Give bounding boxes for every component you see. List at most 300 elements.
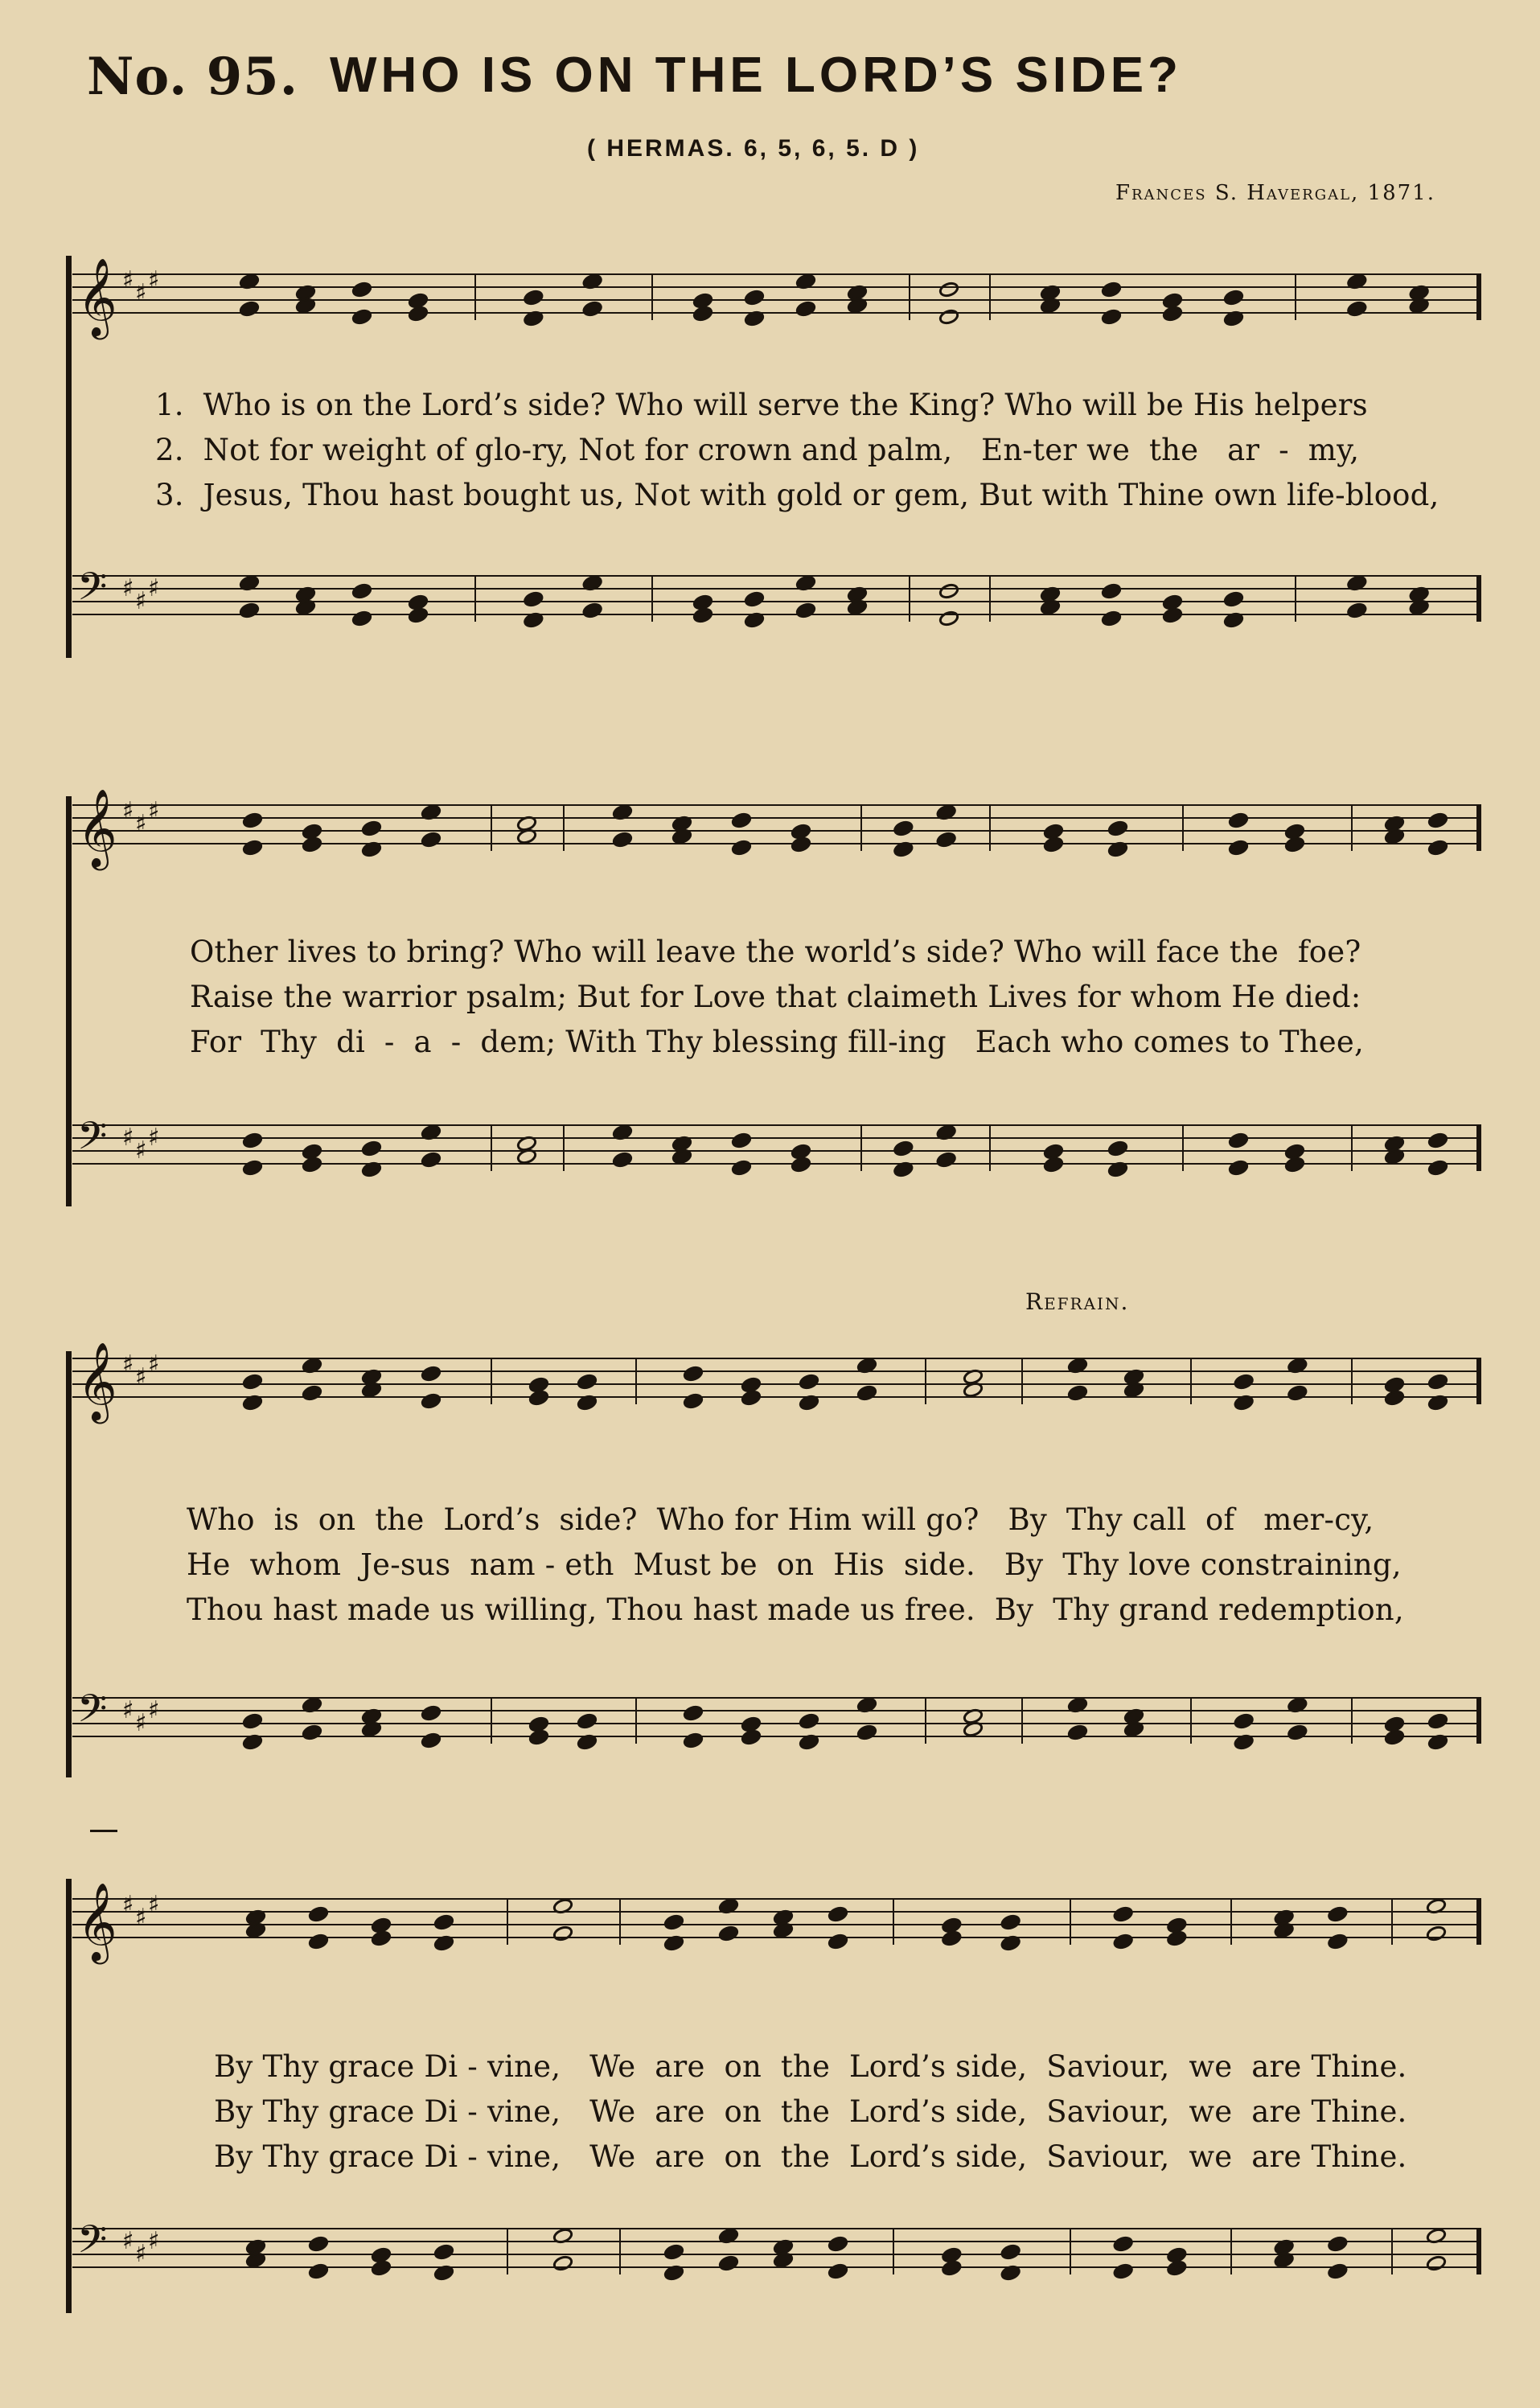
verse-2-line-4: By Thy grace Di - vine, We are on the Lord’s side, Saviour, we are Thine. [214, 2094, 1407, 2129]
treble-clef-icon: 𝄞 [77, 257, 117, 336]
bar-line [1391, 1898, 1393, 1945]
note-head [1113, 2236, 1133, 2253]
note-head [371, 2247, 391, 2264]
note-head [371, 1917, 391, 1934]
note-head [692, 594, 713, 611]
note-head [1000, 2244, 1021, 2261]
note-head [799, 1713, 819, 1730]
note-head [1228, 812, 1248, 829]
note-head [893, 1161, 914, 1178]
bar-line [1182, 1124, 1184, 1171]
bar-line [925, 1358, 926, 1404]
system-brace [66, 1351, 72, 1777]
note-head [1274, 1909, 1294, 1926]
note-head [421, 1124, 441, 1141]
bar-line [925, 1697, 926, 1744]
note-head [827, 2263, 848, 2280]
bar-line [989, 575, 991, 622]
note-head [552, 2228, 573, 2245]
sharp-icon: ♯ [148, 1696, 160, 1724]
bass-notation [72, 2217, 1481, 2279]
bar-line [989, 804, 991, 851]
tune-meter: ( HERMAS. 6, 5, 6, 5. D ) [587, 135, 920, 162]
note-head [433, 1935, 454, 1952]
bar-line [474, 273, 476, 320]
note-head [308, 2263, 328, 2280]
note-head [718, 1898, 738, 1915]
note-head [1347, 602, 1367, 619]
note-head [1123, 1369, 1144, 1386]
system-brace [66, 256, 72, 658]
bar-line [1476, 2228, 1481, 2274]
note-head [1384, 1716, 1404, 1733]
note-head [433, 1914, 454, 1931]
note-head [242, 1395, 262, 1412]
note-head [893, 820, 914, 837]
note-head [731, 1160, 751, 1177]
note-head [847, 285, 867, 302]
bass-clef-icon: 𝄢 [77, 1686, 108, 1740]
note-head [1067, 1724, 1087, 1741]
note-head [239, 575, 259, 592]
note-head [799, 1374, 819, 1391]
note-head [1067, 1385, 1087, 1402]
note-head [795, 301, 815, 318]
note-head [524, 290, 544, 306]
verse-2-line-3: He whom Je-sus nam - eth Must be on His side. By Thy love constraining, [187, 1547, 1402, 1582]
bar-line [989, 273, 991, 320]
note-head [524, 591, 544, 608]
bar-line [491, 804, 492, 851]
note-head [1223, 290, 1243, 306]
note-head [1347, 273, 1367, 290]
note-head [361, 1140, 381, 1157]
note-head [1427, 1374, 1448, 1391]
note-head [683, 1393, 703, 1410]
note-head [744, 290, 764, 306]
bass-notation [72, 1686, 1481, 1748]
bar-line [1351, 1358, 1353, 1404]
note-head [302, 1144, 322, 1161]
note-head [524, 310, 544, 327]
bar-line [1190, 1697, 1192, 1744]
bar-line [1070, 2228, 1071, 2274]
bass-clef-icon: 𝄢 [77, 1113, 108, 1168]
bar-line [651, 273, 653, 320]
note-head [1223, 591, 1243, 608]
treble-staff [72, 1342, 1481, 1420]
bar-line [1351, 804, 1353, 851]
note-head [1384, 1136, 1404, 1153]
bar-line [1476, 1898, 1481, 1945]
note-head [1409, 586, 1429, 603]
treble-notation [72, 257, 1481, 336]
sharp-icon: ♯ [135, 810, 147, 838]
note-head [847, 586, 867, 603]
note-head [1426, 1898, 1446, 1915]
bar-line [491, 1358, 492, 1404]
note-head [856, 1724, 877, 1741]
note-head [245, 1909, 265, 1926]
note-head [516, 1136, 536, 1153]
note-head [1067, 1697, 1087, 1714]
treble-clef-icon: 𝄞 [77, 788, 117, 867]
note-head [361, 1708, 381, 1725]
note-head [1167, 2247, 1187, 2264]
note-head [1427, 812, 1448, 829]
note-head [1284, 1144, 1304, 1161]
treble-notation [72, 1882, 1481, 1961]
bar-line [1230, 1898, 1232, 1945]
note-head [577, 1734, 597, 1751]
note-head [612, 1152, 632, 1169]
note-head [1228, 1132, 1248, 1149]
note-head [1223, 310, 1243, 327]
note-head [295, 285, 315, 302]
note-head [773, 2239, 793, 2256]
note-head [302, 1385, 322, 1402]
author-credit: Frances S. Havergal, 1871. [1115, 181, 1435, 205]
note-head [731, 1132, 751, 1149]
note-head [612, 804, 632, 821]
sharp-icon: ♯ [148, 266, 160, 294]
note-head [1328, 2236, 1348, 2253]
note-head [683, 1366, 703, 1383]
note-head [795, 575, 815, 592]
note-head [408, 594, 428, 611]
bar-line [893, 2228, 894, 2274]
note-head [671, 816, 692, 832]
note-head [552, 1925, 573, 1942]
note-head [1123, 1708, 1144, 1725]
note-head [893, 1140, 914, 1157]
note-head [692, 293, 713, 310]
treble-notation [72, 1342, 1481, 1420]
note-head [799, 1734, 819, 1751]
note-head [433, 2265, 454, 2282]
note-head [1409, 285, 1429, 302]
note-head [1427, 1734, 1448, 1751]
note-head [308, 2236, 328, 2253]
note-head [239, 273, 259, 290]
sharp-icon: ♯ [122, 2227, 134, 2255]
bar-line [563, 804, 565, 851]
note-head [1223, 612, 1243, 629]
note-head [302, 1697, 322, 1714]
bar-line [860, 804, 862, 851]
note-head [421, 1366, 441, 1383]
note-head [1284, 824, 1304, 840]
sharp-icon: ♯ [135, 1363, 147, 1391]
bar-line [1351, 1697, 1353, 1744]
note-head [1101, 583, 1121, 600]
note-head [242, 1713, 262, 1730]
bass-notation [72, 1113, 1481, 1176]
sharp-icon: ♯ [122, 1124, 134, 1152]
note-head [893, 841, 914, 858]
bar-line [507, 2228, 508, 2274]
note-head [421, 1732, 441, 1749]
note-head [938, 610, 959, 627]
note-head [582, 602, 602, 619]
note-head [936, 1124, 956, 1141]
note-head [1000, 1914, 1021, 1931]
note-head [421, 832, 441, 849]
note-head [683, 1705, 703, 1722]
note-head [856, 1385, 877, 1402]
note-head [1426, 1925, 1446, 1942]
note-head [963, 1708, 983, 1725]
note-head [242, 1132, 262, 1149]
note-head [936, 832, 956, 849]
note-head [1101, 309, 1121, 326]
note-head [1040, 586, 1060, 603]
note-head [421, 1152, 441, 1169]
note-head [1427, 1395, 1448, 1412]
note-head [302, 1724, 322, 1741]
note-head [799, 1395, 819, 1412]
note-head [938, 583, 959, 600]
note-head [942, 2247, 962, 2264]
note-head [577, 1374, 597, 1391]
verse-3-line-2: For Thy di - a - dem; With Thy blessing fill-ing Each who comes to Thee, [190, 1025, 1364, 1059]
bar-line [1230, 2228, 1232, 2274]
note-head [421, 1393, 441, 1410]
bar-line [1476, 804, 1481, 851]
note-head [827, 1933, 848, 1950]
bass-staff [72, 2217, 1481, 2279]
note-head [936, 804, 956, 821]
margin-dash [90, 1830, 117, 1832]
note-head [361, 820, 381, 837]
bar-line [635, 1358, 637, 1404]
bar-line [474, 575, 476, 622]
note-head [1328, 2263, 1348, 2280]
bar-line [1476, 273, 1481, 320]
note-head [744, 591, 764, 608]
note-head [938, 309, 959, 326]
note-head [1113, 2263, 1133, 2280]
note-head [1347, 301, 1367, 318]
note-head [242, 1734, 262, 1751]
note-head [1426, 2228, 1446, 2245]
system-brace [66, 1879, 72, 2313]
note-head [242, 812, 262, 829]
note-head [1384, 1377, 1404, 1394]
note-head [361, 1161, 381, 1178]
note-head [1228, 1160, 1248, 1177]
bar-line [909, 575, 910, 622]
note-head [1234, 1374, 1254, 1391]
bass-staff [72, 1686, 1481, 1748]
note-head [612, 832, 632, 849]
note-head [552, 2255, 573, 2272]
bar-line [619, 2228, 621, 2274]
note-head [1113, 1906, 1133, 1923]
note-head [582, 273, 602, 290]
verse-3-line-3: Thou hast made us willing, Thou hast made us free. By Thy grand redemption, [187, 1592, 1404, 1627]
note-head [302, 824, 322, 840]
note-head [741, 1716, 761, 1733]
sharp-icon: ♯ [148, 797, 160, 825]
note-head [361, 841, 381, 858]
refrain-label: Refrain. [1025, 1288, 1130, 1315]
treble-clef-icon: 𝄞 [77, 1882, 117, 1961]
bass-clef-icon: 𝄢 [77, 2217, 108, 2271]
note-head [671, 1136, 692, 1153]
bar-line [1295, 273, 1296, 320]
note-head [1107, 841, 1127, 858]
note-head [718, 2255, 738, 2272]
bar-line [491, 1697, 492, 1744]
note-head [1234, 1734, 1254, 1751]
sharp-icon: ♯ [148, 1350, 160, 1379]
bar-line [563, 1124, 565, 1171]
bar-line [507, 1898, 508, 1945]
note-head [302, 1358, 322, 1375]
treble-clef-icon: 𝄞 [77, 1342, 117, 1420]
note-head [791, 824, 811, 840]
sharp-icon: ♯ [148, 574, 160, 602]
note-head [1107, 1140, 1127, 1157]
bar-line [1476, 1697, 1481, 1744]
note-head [552, 1898, 573, 1915]
hymn-number: No. 95. [87, 47, 298, 107]
note-head [856, 1358, 877, 1375]
bar-line [1182, 804, 1184, 851]
verse-2-line-1: 2. Not for weight of glo-ry, Not for crown and palm, En-ter we the ar - my, [155, 433, 1360, 467]
bass-staff [72, 1113, 1481, 1176]
note-head [582, 301, 602, 318]
note-head [1287, 1697, 1308, 1714]
verse-1-line-4: By Thy grace Di - vine, We are on the Lord’s side, Saviour, we are Thine. [214, 2049, 1407, 2084]
note-head [827, 1906, 848, 1923]
note-head [1167, 1917, 1187, 1934]
note-head [1043, 1144, 1063, 1161]
system-brace [66, 796, 72, 1206]
note-head [308, 1933, 328, 1950]
note-head [361, 1369, 381, 1386]
verse-1-line-3: Who is on the Lord’s side? Who for Him will go? By Thy call of mer-cy, [187, 1502, 1374, 1537]
bar-line [1476, 575, 1481, 622]
sharp-icon: ♯ [135, 1709, 147, 1737]
note-head [1000, 1935, 1021, 1952]
sharp-icon: ♯ [148, 1891, 160, 1919]
sharp-icon: ♯ [135, 2240, 147, 2268]
bar-line [1190, 1358, 1192, 1404]
note-head [1043, 824, 1063, 840]
note-head [795, 273, 815, 290]
note-head [295, 586, 315, 603]
note-head [577, 1395, 597, 1412]
note-head [1287, 1385, 1308, 1402]
bar-line [491, 1124, 492, 1171]
treble-notation [72, 788, 1481, 867]
note-head [663, 2244, 684, 2261]
note-head [856, 1697, 877, 1714]
verse-3-line-1: 3. Jesus, Thou hast bought us, Not with gold or gem, But with Thine own life-blood, [155, 478, 1439, 512]
note-head [528, 1377, 548, 1394]
sharp-icon: ♯ [135, 279, 147, 307]
verse-1-line-2: Other lives to bring? Who will leave the world’s side? Who will face the foe? [190, 935, 1361, 969]
note-head [731, 812, 751, 829]
note-head [795, 602, 815, 619]
note-head [433, 2244, 454, 2261]
note-head [1427, 1713, 1448, 1730]
note-head [1234, 1395, 1254, 1412]
bar-line [1295, 575, 1296, 622]
bar-line [1476, 1124, 1481, 1171]
note-head [1040, 285, 1060, 302]
note-head [1328, 1906, 1348, 1923]
sharp-icon: ♯ [122, 1891, 134, 1919]
note-head [744, 612, 764, 629]
note-head [938, 281, 959, 298]
note-head [351, 610, 372, 627]
bar-line [989, 1124, 991, 1171]
treble-staff [72, 1882, 1481, 1961]
note-head [351, 583, 372, 600]
bar-line [651, 575, 653, 622]
bass-staff [72, 564, 1481, 627]
note-head [773, 1909, 793, 1926]
note-head [1427, 1160, 1448, 1177]
bass-notation [72, 564, 1481, 627]
note-head [1426, 2255, 1446, 2272]
sharp-icon: ♯ [135, 1904, 147, 1932]
note-head [1328, 1933, 1348, 1950]
note-head [963, 1369, 983, 1386]
note-head [308, 1906, 328, 1923]
note-head [1274, 2239, 1294, 2256]
bar-line [1021, 1697, 1023, 1744]
bar-line [1070, 1898, 1071, 1945]
note-head [1000, 2265, 1021, 2282]
verse-3-line-4: By Thy grace Di - vine, We are on the Lord’s side, Saviour, we are Thine. [214, 2139, 1407, 2174]
bar-line [619, 1898, 621, 1945]
note-head [528, 1716, 548, 1733]
note-head [351, 309, 372, 326]
note-head [718, 1925, 738, 1942]
note-head [1347, 575, 1367, 592]
bar-line [1021, 1358, 1023, 1404]
note-head [663, 1935, 684, 1952]
note-head [516, 816, 536, 832]
note-head [421, 804, 441, 821]
note-head [936, 1152, 956, 1169]
note-head [239, 602, 259, 619]
sharp-icon: ♯ [135, 1136, 147, 1165]
note-head [663, 1914, 684, 1931]
note-head [1384, 816, 1404, 832]
note-head [408, 293, 428, 310]
bar-line [1351, 1124, 1353, 1171]
note-head [718, 2228, 738, 2245]
note-head [741, 1377, 761, 1394]
bar-line [635, 1697, 637, 1744]
sharp-icon: ♯ [122, 1350, 134, 1379]
sharp-icon: ♯ [122, 797, 134, 825]
note-head [524, 612, 544, 629]
note-head [1107, 1161, 1127, 1178]
note-head [1287, 1358, 1308, 1375]
treble-staff [72, 257, 1481, 336]
note-head [421, 1705, 441, 1722]
sharp-icon: ♯ [148, 2227, 160, 2255]
hymn-title: WHO IS ON THE LORD’S SIDE? [330, 47, 1183, 103]
note-head [663, 2265, 684, 2282]
note-head [1427, 1132, 1448, 1149]
